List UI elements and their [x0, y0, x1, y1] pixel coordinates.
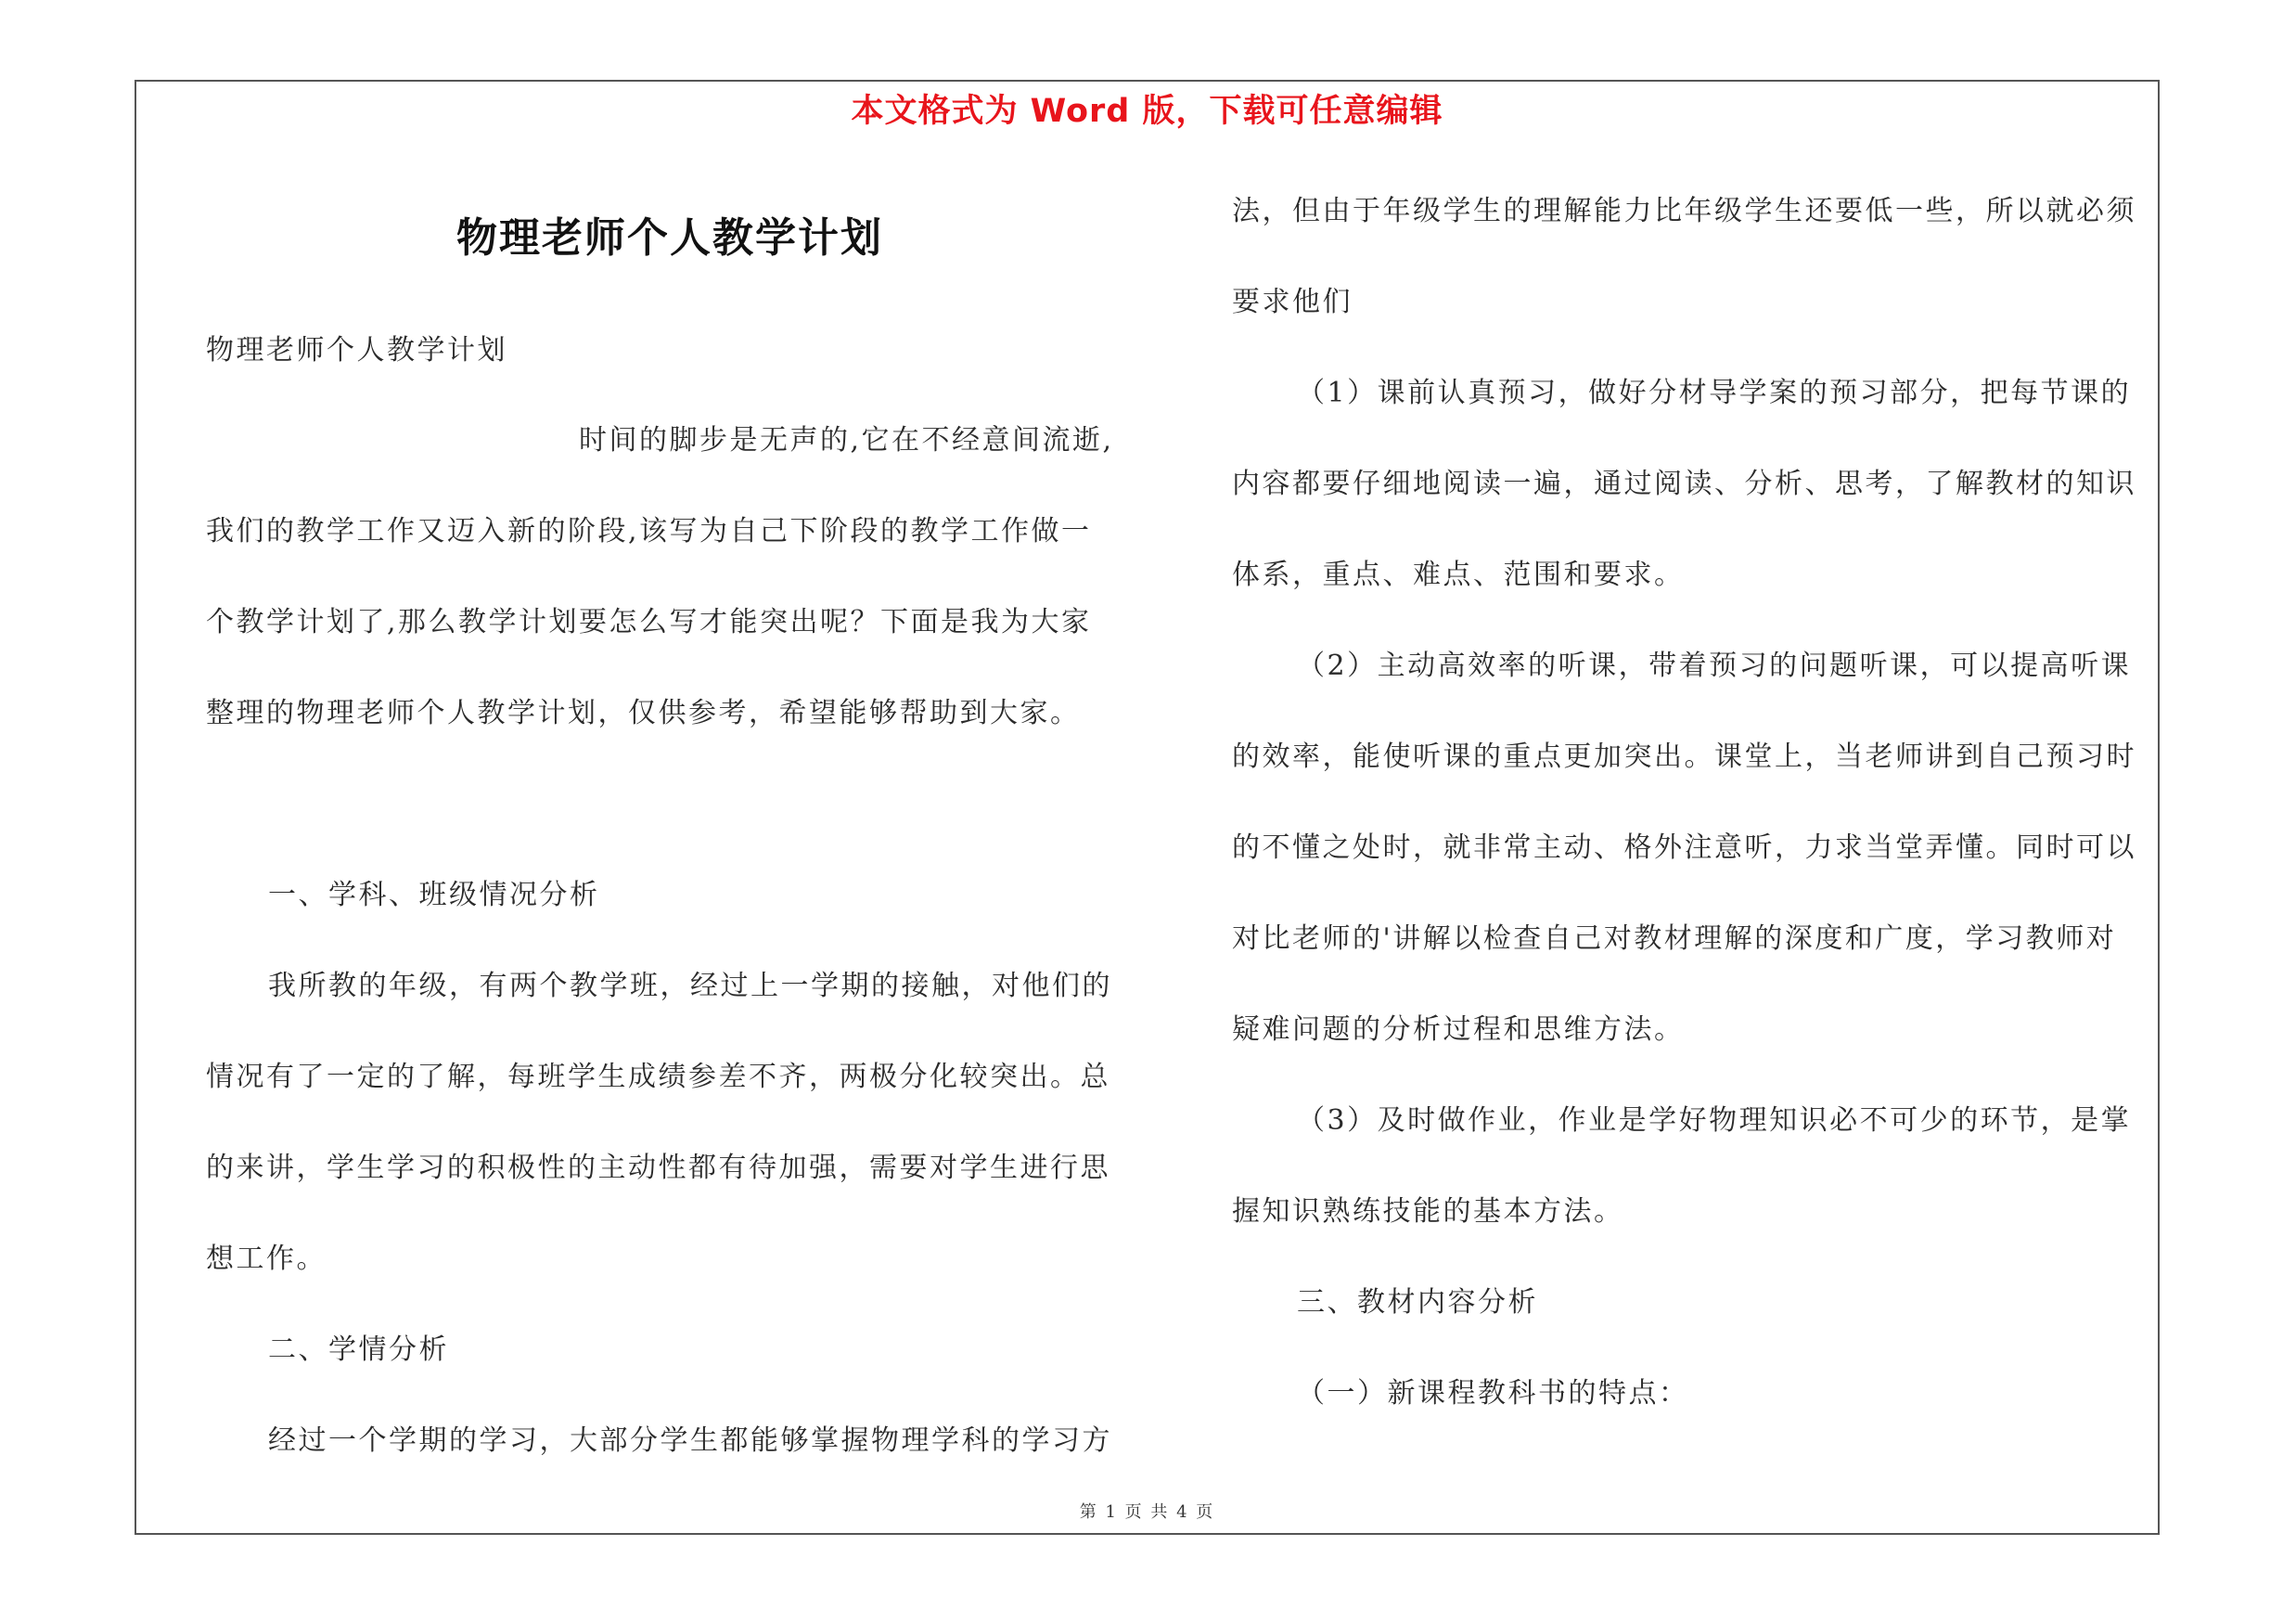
right-line-paragraph: 握知识熟练技能的基本方法。: [1232, 1195, 1624, 1228]
right-line-subheading: （一）新课程教科书的特点：: [1297, 1377, 1689, 1410]
right-line-paragraph: 的不懂之处时，就非常主动、格外注意听，力求当堂弄懂。同时可以: [1232, 831, 2136, 864]
left-line-paragraph: 想工作。: [206, 1243, 327, 1275]
right-heading-section-3: 三、教材内容分析: [1297, 1286, 1538, 1319]
right-line-paragraph: 体系，重点、难点、范围和要求。: [1232, 559, 1685, 591]
left-line-subtitle: 物理老师个人教学计划: [206, 334, 507, 367]
right-line-paragraph: 要求他们: [1232, 286, 1353, 318]
right-line-item-1: （1）课前认真预习，做好分材导学案的预习部分，把每节课的: [1297, 377, 2132, 409]
left-line-paragraph: 经过一个学期的学习，大部分学生都能够掌握物理学科的学习方: [268, 1424, 1112, 1457]
left-heading-section-2: 二、学情分析: [268, 1333, 449, 1366]
format-banner: 本文格式为 Word 版，下载可任意编辑: [851, 93, 1443, 130]
left-line-paragraph: 我所教的年级，有两个教学班，经过上一学期的接触，对他们的: [268, 970, 1112, 1002]
right-line-paragraph: 对比老师的'讲解以检查自己对教材理解的深度和广度，学习教师对: [1232, 922, 2117, 955]
page-number-footer: 第 1 页 共 4 页: [1079, 1502, 1215, 1522]
right-line-item-2: （2）主动高效率的听课，带着预习的问题听课，可以提高听课: [1297, 650, 2132, 682]
left-line-paragraph: 情况有了一定的了解，每班学生成绩参差不齐，两极分化较突出。总: [206, 1061, 1110, 1093]
right-line-item-3: （3）及时做作业，作业是学好物理知识必不可少的环节，是掌: [1297, 1104, 2132, 1137]
left-line-paragraph: 的来讲，学生学习的积极性的主动性都有待加强，需要对学生进行思: [206, 1152, 1110, 1184]
right-line-paragraph: 疑难问题的分析过程和思维方法。: [1232, 1013, 1685, 1046]
right-line-paragraph: 的效率，能使听课的重点更加突出。课堂上，当老师讲到自己预习时: [1232, 741, 2136, 773]
left-line-paragraph: 整理的物理老师个人教学计划，仅供参考，希望能够帮助到大家。: [206, 697, 1081, 729]
right-line-paragraph: 法，但由于年级学生的理解能力比年级学生还要低一些，所以就必须: [1232, 195, 2136, 227]
right-line-paragraph: 内容都要仔细地阅读一遍，通过阅读、分析、思考，了解教材的知识: [1232, 468, 2136, 500]
left-line-paragraph: 我们的教学工作又迈入新的阶段,该写为自己下阶段的教学工作做一: [206, 515, 1092, 547]
document-title: 物理老师个人教学计划: [456, 214, 883, 262]
left-heading-section-1: 一、学科、班级情况分析: [268, 879, 600, 911]
page-frame: [135, 80, 2160, 1535]
left-line-intro-start: 时间的脚步是无声的,它在不经意间流逝,: [579, 424, 1114, 457]
left-line-paragraph: 个教学计划了,那么教学计划要怎么写才能突出呢？下面是我为大家: [206, 606, 1092, 638]
